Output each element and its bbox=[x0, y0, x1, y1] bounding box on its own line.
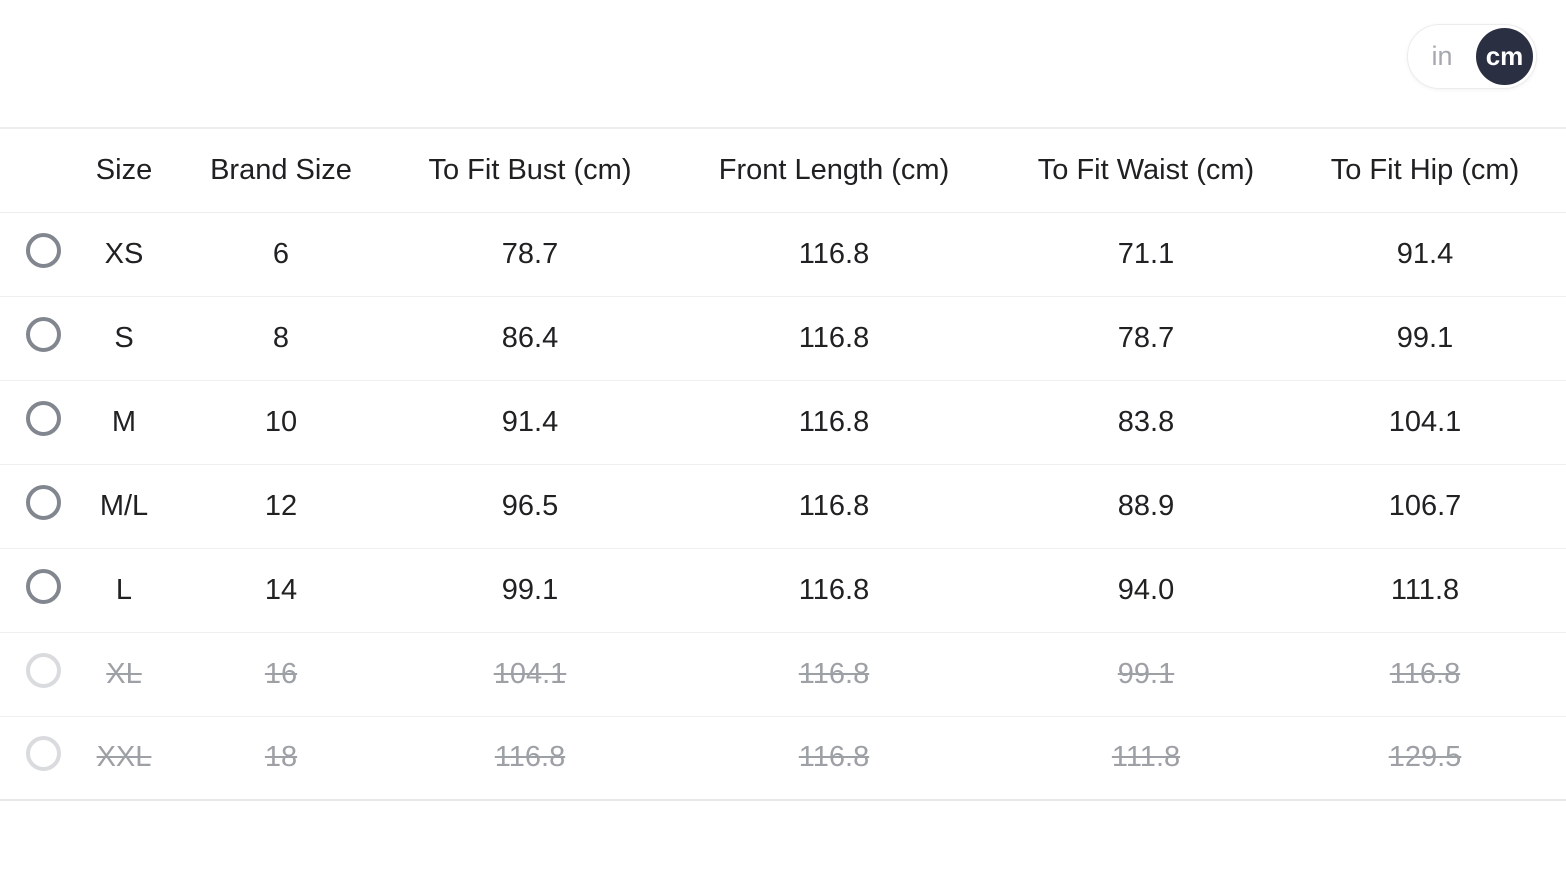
waist-cell: 71.1 bbox=[1008, 212, 1284, 296]
header-row bbox=[0, 128, 1566, 212]
brand-size-cell: 14 bbox=[162, 548, 400, 632]
column-header-size: Size bbox=[86, 128, 162, 212]
column-header-waist: To Fit Waist (cm) bbox=[1008, 128, 1284, 212]
size-radio[interactable] bbox=[26, 485, 61, 520]
column-header-hip: To Fit Hip (cm) bbox=[1284, 128, 1566, 212]
table-row[interactable] bbox=[0, 548, 1566, 632]
size-cell: XXL bbox=[86, 716, 162, 800]
waist-cell: 78.7 bbox=[1008, 296, 1284, 380]
size-radio bbox=[26, 736, 61, 771]
table-row bbox=[0, 632, 1566, 716]
hip-cell: 116.8 bbox=[1284, 632, 1566, 716]
front-length-cell: 116.8 bbox=[660, 296, 1008, 380]
hip-cell: 91.4 bbox=[1284, 212, 1566, 296]
size-cell: M/L bbox=[86, 464, 162, 548]
table-row[interactable] bbox=[0, 212, 1566, 296]
waist-cell: 99.1 bbox=[1008, 632, 1284, 716]
radio-cell bbox=[0, 380, 86, 464]
radio-cell bbox=[0, 632, 86, 716]
front-length-cell: 116.8 bbox=[660, 212, 1008, 296]
radio-cell bbox=[0, 464, 86, 548]
column-header-bust: To Fit Bust (cm) bbox=[400, 128, 660, 212]
waist-cell: 94.0 bbox=[1008, 548, 1284, 632]
top-bar bbox=[0, 0, 1566, 127]
size-radio bbox=[26, 653, 61, 688]
front-length-cell: 116.8 bbox=[660, 464, 1008, 548]
table-row[interactable] bbox=[0, 380, 1566, 464]
bust-cell: 86.4 bbox=[400, 296, 660, 380]
size-radio[interactable] bbox=[26, 569, 61, 604]
bust-cell: 78.7 bbox=[400, 212, 660, 296]
size-cell: M bbox=[86, 380, 162, 464]
front-length-cell: 116.8 bbox=[660, 548, 1008, 632]
size-chart-table bbox=[0, 127, 1566, 801]
column-header-front-length: Front Length (cm) bbox=[660, 128, 1008, 212]
table-row[interactable] bbox=[0, 296, 1566, 380]
size-cell: XS bbox=[86, 212, 162, 296]
brand-size-cell: 10 bbox=[162, 380, 400, 464]
waist-cell: 88.9 bbox=[1008, 464, 1284, 548]
bust-cell: 116.8 bbox=[400, 716, 660, 800]
front-length-cell: 116.8 bbox=[660, 380, 1008, 464]
hip-cell: 104.1 bbox=[1284, 380, 1566, 464]
bust-cell: 104.1 bbox=[400, 632, 660, 716]
brand-size-cell: 8 bbox=[162, 296, 400, 380]
waist-cell: 111.8 bbox=[1008, 716, 1284, 800]
size-radio[interactable] bbox=[26, 233, 61, 268]
radio-cell bbox=[0, 212, 86, 296]
bust-cell: 96.5 bbox=[400, 464, 660, 548]
brand-size-cell: 16 bbox=[162, 632, 400, 716]
size-cell: XL bbox=[86, 632, 162, 716]
hip-cell: 99.1 bbox=[1284, 296, 1566, 380]
header-radio-spacer bbox=[0, 128, 86, 212]
size-radio[interactable] bbox=[26, 401, 61, 436]
size-cell: S bbox=[86, 296, 162, 380]
bust-cell: 99.1 bbox=[400, 548, 660, 632]
hip-cell: 106.7 bbox=[1284, 464, 1566, 548]
table-row bbox=[0, 716, 1566, 800]
radio-cell bbox=[0, 296, 86, 380]
bust-cell: 91.4 bbox=[400, 380, 660, 464]
column-header-brand-size: Brand Size bbox=[162, 128, 400, 212]
waist-cell: 83.8 bbox=[1008, 380, 1284, 464]
radio-cell bbox=[0, 548, 86, 632]
brand-size-cell: 12 bbox=[162, 464, 400, 548]
brand-size-cell: 18 bbox=[162, 716, 400, 800]
unit-option-in[interactable]: in bbox=[1431, 41, 1453, 71]
table-row[interactable] bbox=[0, 464, 1566, 548]
brand-size-cell: 6 bbox=[162, 212, 400, 296]
hip-cell: 111.8 bbox=[1284, 548, 1566, 632]
front-length-cell: 116.8 bbox=[660, 716, 1008, 800]
size-cell: L bbox=[86, 548, 162, 632]
radio-cell bbox=[0, 716, 86, 800]
unit-toggle[interactable] bbox=[1407, 24, 1537, 89]
unit-option-cm[interactable]: cm bbox=[1476, 28, 1533, 85]
size-radio[interactable] bbox=[26, 317, 61, 352]
hip-cell: 129.5 bbox=[1284, 716, 1566, 800]
front-length-cell: 116.8 bbox=[660, 632, 1008, 716]
